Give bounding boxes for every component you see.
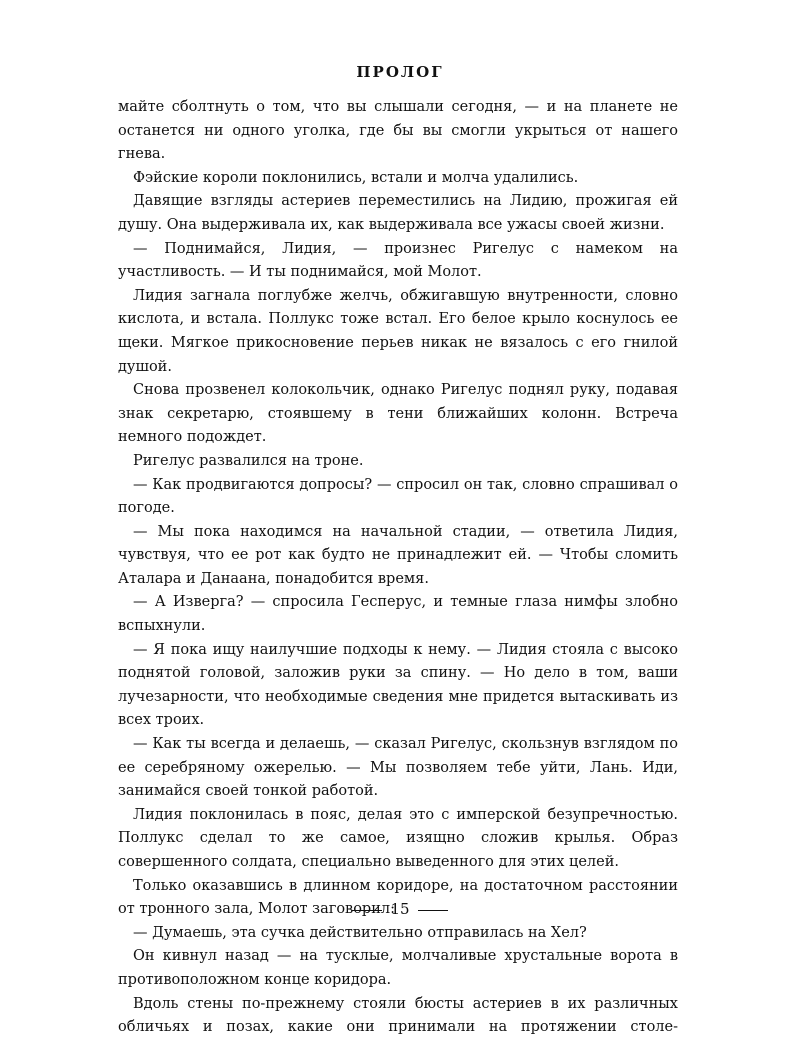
running-head: ПРОЛОГ xyxy=(356,63,444,81)
paragraph: — Как продвигаются допросы? — спросил он так, словно спрашивал о погоде. xyxy=(118,476,678,517)
paragraph: Он кивнул назад — на тусклые, молчаливые хрустальные ворота в противоположном конце коридора. xyxy=(118,948,678,988)
page-footer xyxy=(0,900,800,918)
paragraph: — Я пока ищу наилучшие подходы к нему. — Лидия стояла с высоко поднятой головой, заложив руки за спину. — Но дело в том, ваши лучезарности, что необходимые сведения мне придется вытаскивать из всех троих. xyxy=(118,641,678,729)
paragraph: — Мы пока находимся на начальной стадии, — ответила Лидия, чувствуя, что ее рот как будто не принадлежит ей. — Чтобы сломить Аталара и Данаана, понадобится время. xyxy=(118,523,678,587)
paragraph: — А Изверга? — спросила Гесперус, и темные глаза нимфы злобно вспыхнули. xyxy=(118,594,678,635)
paragraph: Фэйские короли поклонились, встали и молча удалились. xyxy=(133,169,579,186)
paragraph: — Как ты всегда и делаешь, — сказал Ригелус, скользнув взглядом по ее серебряному ожерелью. — Мы позволяем тебе уйти, Лань. Иди, занимайся своей тонкой работой. xyxy=(118,736,678,800)
paragraph: Давящие взгляды астериев переместились на Лидию, прожигая ей душу. Она выдерживала их, как выдерживала все ужасы своей жизни. xyxy=(118,193,678,233)
paragraph: — Думаешь, эта сучка действительно отправилась на Хел? xyxy=(133,924,587,941)
body-text xyxy=(118,96,678,1040)
paragraph: Лидия поклонилась в пояс, делая это с имперской безупречностью. Поллукс сделал то же самое, изящно сложив крылья. Образ совершенного солдата, специально выведенного для этих целей. xyxy=(118,806,678,870)
paragraph: Вдоль стены по-прежнему стояли бюсты астериев в их различных обличьях и позах, какие они принимали на протяжении столе- xyxy=(118,995,678,1036)
paragraph: Только оказавшись в длинном коридоре, на достаточном расстоянии от тронного зала, Молот заговорил: xyxy=(118,877,678,918)
paragraph: — Поднимайся, Лидия, — произнес Ригелус с намеком на участливость. — И ты поднимайся, мой Молот. xyxy=(118,240,678,281)
paragraph: Снова прозвенел колокольчик, однако Ригелус поднял руку, подавая знак секретарю, стоявшему в тени ближайших колонн. Встреча немного подождет. xyxy=(118,382,678,446)
page-number: 15 xyxy=(390,900,410,918)
paragraph: майте сболтнуть о том, что вы слышали сегодня, — и на планете не останется ни одного уголка, где бы вы смогли укрыться от нашего гнева. xyxy=(118,99,678,163)
paragraph: Ригелус развалился на троне. xyxy=(133,452,364,469)
folio-dash-left xyxy=(352,910,382,911)
paragraph: Лидия загнала поглубже желчь, обжигавшую внутренности, словно кислота, и встала. Поллукс тоже встал. Его белое крыло коснулось ее щеки. Мягкое прикосновение перьев никак не вязалось с его гнилой душой. xyxy=(118,287,678,375)
folio-dash-right xyxy=(418,910,448,911)
